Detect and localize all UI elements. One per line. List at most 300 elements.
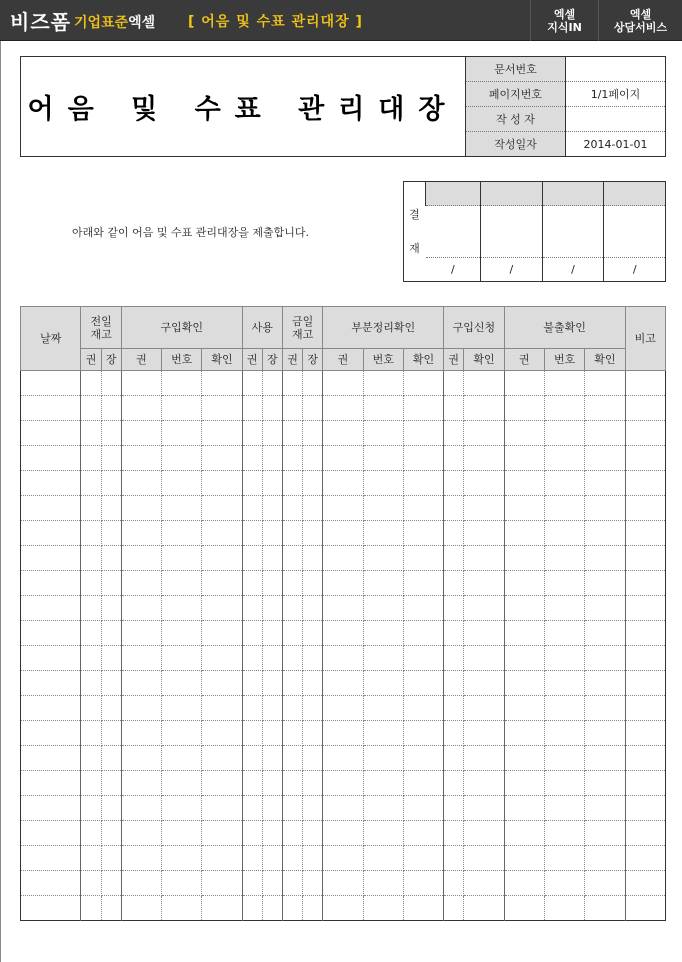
table-cell[interactable] [544, 721, 584, 746]
approver-date-3[interactable]: / [542, 258, 604, 282]
table-cell[interactable] [585, 896, 625, 921]
table-cell[interactable] [282, 596, 302, 621]
table-cell[interactable] [323, 521, 363, 546]
table-cell[interactable] [464, 821, 504, 846]
table-cell[interactable] [323, 871, 363, 896]
table-cell[interactable] [363, 596, 403, 621]
table-cell[interactable] [262, 771, 282, 796]
table-cell[interactable] [464, 471, 504, 496]
table-cell[interactable] [121, 821, 161, 846]
table-cell[interactable] [464, 721, 504, 746]
table-cell[interactable] [585, 596, 625, 621]
table-cell[interactable] [363, 846, 403, 871]
table-cell[interactable] [625, 446, 665, 471]
table-cell[interactable] [162, 471, 202, 496]
table-cell[interactable] [585, 871, 625, 896]
table-cell[interactable] [282, 546, 302, 571]
table-cell[interactable] [242, 746, 262, 771]
table-cell[interactable] [444, 571, 464, 596]
table-cell[interactable] [282, 721, 302, 746]
table-cell[interactable] [464, 496, 504, 521]
table-cell[interactable] [544, 696, 584, 721]
table-cell[interactable] [625, 421, 665, 446]
table-cell[interactable] [585, 746, 625, 771]
table-cell[interactable] [21, 446, 81, 471]
table-cell[interactable] [21, 871, 81, 896]
table-cell[interactable] [544, 446, 584, 471]
table-cell[interactable] [81, 446, 101, 471]
table-cell[interactable] [303, 696, 323, 721]
table-cell[interactable] [444, 821, 464, 846]
table-cell[interactable] [21, 546, 81, 571]
table-cell[interactable] [625, 721, 665, 746]
table-cell[interactable] [101, 821, 121, 846]
table-cell[interactable] [444, 671, 464, 696]
table-cell[interactable] [625, 771, 665, 796]
table-cell[interactable] [363, 621, 403, 646]
table-cell[interactable] [162, 846, 202, 871]
table-cell[interactable] [585, 721, 625, 746]
table-cell[interactable] [101, 871, 121, 896]
table-cell[interactable] [585, 496, 625, 521]
table-cell[interactable] [242, 621, 262, 646]
table-cell[interactable] [403, 771, 443, 796]
table-cell[interactable] [403, 571, 443, 596]
table-cell[interactable] [21, 396, 81, 421]
table-cell[interactable] [262, 696, 282, 721]
table-cell[interactable] [303, 496, 323, 521]
table-cell[interactable] [464, 446, 504, 471]
table-cell[interactable] [21, 596, 81, 621]
table-cell[interactable] [202, 371, 242, 396]
table-cell[interactable] [202, 496, 242, 521]
table-cell[interactable] [101, 846, 121, 871]
table-cell[interactable] [504, 746, 544, 771]
table-cell[interactable] [242, 546, 262, 571]
table-cell[interactable] [303, 771, 323, 796]
table-cell[interactable] [403, 646, 443, 671]
table-cell[interactable] [101, 521, 121, 546]
table-cell[interactable] [444, 646, 464, 671]
table-cell[interactable] [444, 596, 464, 621]
table-cell[interactable] [323, 846, 363, 871]
table-cell[interactable] [162, 821, 202, 846]
info-value-author[interactable] [566, 107, 666, 132]
table-cell[interactable] [403, 671, 443, 696]
table-cell[interactable] [303, 521, 323, 546]
table-cell[interactable] [81, 471, 101, 496]
table-cell[interactable] [101, 796, 121, 821]
table-cell[interactable] [625, 396, 665, 421]
approver-date-2[interactable]: / [481, 258, 543, 282]
table-cell[interactable] [162, 721, 202, 746]
table-cell[interactable] [323, 696, 363, 721]
table-cell[interactable] [504, 721, 544, 746]
table-cell[interactable] [21, 471, 81, 496]
table-cell[interactable] [323, 471, 363, 496]
table-cell[interactable] [242, 446, 262, 471]
table-cell[interactable] [585, 771, 625, 796]
table-cell[interactable] [504, 496, 544, 521]
table-cell[interactable] [121, 371, 161, 396]
table-cell[interactable] [363, 696, 403, 721]
table-cell[interactable] [242, 871, 262, 896]
table-cell[interactable] [101, 621, 121, 646]
table-cell[interactable] [81, 596, 101, 621]
table-cell[interactable] [303, 846, 323, 871]
table-cell[interactable] [81, 521, 101, 546]
table-cell[interactable] [303, 721, 323, 746]
table-cell[interactable] [202, 546, 242, 571]
table-cell[interactable] [544, 746, 584, 771]
table-cell[interactable] [242, 371, 262, 396]
table-cell[interactable] [21, 821, 81, 846]
table-cell[interactable] [544, 371, 584, 396]
table-cell[interactable] [323, 896, 363, 921]
table-cell[interactable] [363, 421, 403, 446]
table-cell[interactable] [21, 696, 81, 721]
table-cell[interactable] [585, 646, 625, 671]
table-cell[interactable] [363, 721, 403, 746]
brand-logo[interactable] [10, 6, 71, 34]
table-cell[interactable] [403, 546, 443, 571]
table-cell[interactable] [202, 571, 242, 596]
table-cell[interactable] [323, 371, 363, 396]
table-cell[interactable] [444, 521, 464, 546]
table-cell[interactable] [544, 821, 584, 846]
table-cell[interactable] [101, 371, 121, 396]
table-cell[interactable] [504, 896, 544, 921]
table-cell[interactable] [303, 396, 323, 421]
table-cell[interactable] [403, 871, 443, 896]
table-cell[interactable] [363, 521, 403, 546]
table-cell[interactable] [162, 871, 202, 896]
table-cell[interactable] [544, 521, 584, 546]
table-cell[interactable] [363, 471, 403, 496]
table-cell[interactable] [585, 471, 625, 496]
table-cell[interactable] [504, 446, 544, 471]
table-cell[interactable] [282, 621, 302, 646]
table-cell[interactable] [101, 746, 121, 771]
table-cell[interactable] [242, 696, 262, 721]
table-cell[interactable] [81, 496, 101, 521]
table-cell[interactable] [101, 421, 121, 446]
table-cell[interactable] [162, 771, 202, 796]
table-cell[interactable] [504, 771, 544, 796]
table-cell[interactable] [202, 396, 242, 421]
table-cell[interactable] [162, 796, 202, 821]
table-cell[interactable] [403, 621, 443, 646]
table-cell[interactable] [162, 571, 202, 596]
table-cell[interactable] [262, 571, 282, 596]
table-cell[interactable] [444, 846, 464, 871]
table-cell[interactable] [544, 771, 584, 796]
table-cell[interactable] [403, 521, 443, 546]
table-cell[interactable] [21, 371, 81, 396]
table-cell[interactable] [282, 646, 302, 671]
table-cell[interactable] [444, 396, 464, 421]
table-cell[interactable] [162, 496, 202, 521]
table-cell[interactable] [101, 446, 121, 471]
table-cell[interactable] [21, 896, 81, 921]
table-cell[interactable] [444, 721, 464, 746]
table-cell[interactable] [323, 621, 363, 646]
table-cell[interactable] [504, 471, 544, 496]
table-cell[interactable] [282, 696, 302, 721]
table-cell[interactable] [464, 396, 504, 421]
table-cell[interactable] [282, 671, 302, 696]
table-cell[interactable] [323, 771, 363, 796]
table-cell[interactable] [202, 846, 242, 871]
table-cell[interactable] [162, 546, 202, 571]
table-cell[interactable] [544, 471, 584, 496]
table-cell[interactable] [242, 896, 262, 921]
table-cell[interactable] [585, 396, 625, 421]
table-cell[interactable] [323, 396, 363, 421]
approver-sign-1[interactable] [426, 206, 481, 258]
table-cell[interactable] [162, 621, 202, 646]
table-cell[interactable] [121, 571, 161, 596]
table-cell[interactable] [262, 646, 282, 671]
table-cell[interactable] [625, 671, 665, 696]
table-cell[interactable] [585, 621, 625, 646]
table-cell[interactable] [303, 371, 323, 396]
table-cell[interactable] [464, 796, 504, 821]
table-cell[interactable] [625, 596, 665, 621]
table-cell[interactable] [363, 496, 403, 521]
table-cell[interactable] [121, 796, 161, 821]
table-cell[interactable] [464, 596, 504, 621]
table-cell[interactable] [162, 746, 202, 771]
table-cell[interactable] [464, 846, 504, 871]
table-cell[interactable] [303, 671, 323, 696]
table-cell[interactable] [585, 546, 625, 571]
table-cell[interactable] [464, 871, 504, 896]
table-cell[interactable] [585, 796, 625, 821]
table-cell[interactable] [504, 646, 544, 671]
table-cell[interactable] [202, 721, 242, 746]
table-cell[interactable] [625, 846, 665, 871]
table-cell[interactable] [544, 546, 584, 571]
table-cell[interactable] [625, 871, 665, 896]
table-cell[interactable] [504, 821, 544, 846]
table-cell[interactable] [585, 571, 625, 596]
table-cell[interactable] [282, 896, 302, 921]
table-cell[interactable] [323, 546, 363, 571]
table-cell[interactable] [101, 896, 121, 921]
approver-title-4[interactable] [604, 182, 666, 206]
table-cell[interactable] [202, 421, 242, 446]
table-cell[interactable] [585, 846, 625, 871]
table-cell[interactable] [544, 571, 584, 596]
table-cell[interactable] [303, 896, 323, 921]
table-cell[interactable] [21, 721, 81, 746]
table-cell[interactable] [202, 871, 242, 896]
table-cell[interactable] [444, 871, 464, 896]
table-cell[interactable] [262, 671, 282, 696]
table-cell[interactable] [121, 521, 161, 546]
table-cell[interactable] [202, 896, 242, 921]
table-cell[interactable] [625, 621, 665, 646]
table-cell[interactable] [504, 546, 544, 571]
table-cell[interactable] [121, 546, 161, 571]
table-cell[interactable] [242, 721, 262, 746]
table-cell[interactable] [101, 721, 121, 746]
table-cell[interactable] [303, 421, 323, 446]
table-cell[interactable] [585, 521, 625, 546]
table-cell[interactable] [504, 521, 544, 546]
table-cell[interactable] [303, 446, 323, 471]
table-cell[interactable] [323, 821, 363, 846]
table-cell[interactable] [585, 821, 625, 846]
approver-sign-2[interactable] [481, 206, 543, 258]
table-cell[interactable] [403, 446, 443, 471]
table-cell[interactable] [504, 846, 544, 871]
table-cell[interactable] [101, 596, 121, 621]
table-cell[interactable] [81, 396, 101, 421]
table-cell[interactable] [363, 446, 403, 471]
table-cell[interactable] [585, 421, 625, 446]
table-cell[interactable] [444, 446, 464, 471]
table-cell[interactable] [262, 396, 282, 421]
table-cell[interactable] [242, 671, 262, 696]
approver-sign-4[interactable] [604, 206, 666, 258]
table-cell[interactable] [242, 821, 262, 846]
table-cell[interactable] [162, 646, 202, 671]
table-cell[interactable] [625, 821, 665, 846]
table-cell[interactable] [464, 771, 504, 796]
table-cell[interactable] [464, 646, 504, 671]
table-cell[interactable] [303, 746, 323, 771]
table-cell[interactable] [504, 421, 544, 446]
table-cell[interactable] [262, 896, 282, 921]
table-cell[interactable] [242, 396, 262, 421]
table-cell[interactable] [21, 521, 81, 546]
table-cell[interactable] [363, 796, 403, 821]
table-cell[interactable] [625, 546, 665, 571]
table-cell[interactable] [21, 571, 81, 596]
table-cell[interactable] [81, 746, 101, 771]
table-cell[interactable] [21, 671, 81, 696]
table-cell[interactable] [162, 446, 202, 471]
table-cell[interactable] [262, 546, 282, 571]
table-cell[interactable] [363, 896, 403, 921]
table-cell[interactable] [121, 471, 161, 496]
table-cell[interactable] [323, 796, 363, 821]
table-cell[interactable] [262, 471, 282, 496]
table-cell[interactable] [323, 446, 363, 471]
table-cell[interactable] [81, 721, 101, 746]
table-cell[interactable] [121, 846, 161, 871]
table-cell[interactable] [585, 671, 625, 696]
table-cell[interactable] [544, 896, 584, 921]
table-cell[interactable] [303, 471, 323, 496]
table-cell[interactable] [121, 596, 161, 621]
table-cell[interactable] [262, 821, 282, 846]
table-cell[interactable] [403, 796, 443, 821]
table-cell[interactable] [444, 796, 464, 821]
table-cell[interactable] [242, 496, 262, 521]
table-cell[interactable] [363, 371, 403, 396]
table-cell[interactable] [544, 671, 584, 696]
table-cell[interactable] [504, 596, 544, 621]
table-cell[interactable] [202, 821, 242, 846]
table-cell[interactable] [464, 671, 504, 696]
table-cell[interactable] [444, 746, 464, 771]
table-cell[interactable] [363, 571, 403, 596]
table-cell[interactable] [202, 771, 242, 796]
table-cell[interactable] [363, 821, 403, 846]
table-cell[interactable] [21, 496, 81, 521]
table-cell[interactable] [282, 446, 302, 471]
approver-title-1[interactable] [426, 182, 481, 206]
table-cell[interactable] [504, 696, 544, 721]
table-cell[interactable] [202, 446, 242, 471]
table-cell[interactable] [444, 496, 464, 521]
table-cell[interactable] [363, 771, 403, 796]
table-cell[interactable] [282, 471, 302, 496]
table-cell[interactable] [202, 621, 242, 646]
table-cell[interactable] [121, 746, 161, 771]
table-cell[interactable] [544, 496, 584, 521]
table-cell[interactable] [504, 796, 544, 821]
table-cell[interactable] [585, 696, 625, 721]
table-cell[interactable] [504, 671, 544, 696]
table-cell[interactable] [464, 621, 504, 646]
table-cell[interactable] [162, 596, 202, 621]
table-cell[interactable] [544, 396, 584, 421]
table-cell[interactable] [121, 696, 161, 721]
table-cell[interactable] [242, 521, 262, 546]
table-cell[interactable] [544, 646, 584, 671]
approver-title-3[interactable] [542, 182, 604, 206]
table-cell[interactable] [625, 696, 665, 721]
table-cell[interactable] [81, 696, 101, 721]
table-cell[interactable] [303, 571, 323, 596]
table-cell[interactable] [81, 621, 101, 646]
table-cell[interactable] [403, 596, 443, 621]
table-cell[interactable] [444, 771, 464, 796]
table-cell[interactable] [544, 796, 584, 821]
table-cell[interactable] [81, 646, 101, 671]
table-cell[interactable] [444, 471, 464, 496]
table-cell[interactable] [625, 571, 665, 596]
table-cell[interactable] [625, 646, 665, 671]
table-cell[interactable] [625, 896, 665, 921]
table-cell[interactable] [403, 896, 443, 921]
table-cell[interactable] [81, 846, 101, 871]
table-cell[interactable] [282, 521, 302, 546]
table-cell[interactable] [21, 846, 81, 871]
table-cell[interactable] [262, 496, 282, 521]
table-cell[interactable] [242, 596, 262, 621]
table-cell[interactable] [282, 796, 302, 821]
table-cell[interactable] [81, 571, 101, 596]
table-cell[interactable] [585, 371, 625, 396]
table-cell[interactable] [81, 371, 101, 396]
table-cell[interactable] [81, 896, 101, 921]
table-cell[interactable] [101, 771, 121, 796]
table-cell[interactable] [262, 721, 282, 746]
table-cell[interactable] [282, 821, 302, 846]
table-cell[interactable] [101, 571, 121, 596]
table-cell[interactable] [444, 896, 464, 921]
table-cell[interactable] [81, 546, 101, 571]
approver-title-2[interactable] [481, 182, 543, 206]
table-cell[interactable] [403, 396, 443, 421]
table-cell[interactable] [444, 421, 464, 446]
table-cell[interactable] [121, 446, 161, 471]
